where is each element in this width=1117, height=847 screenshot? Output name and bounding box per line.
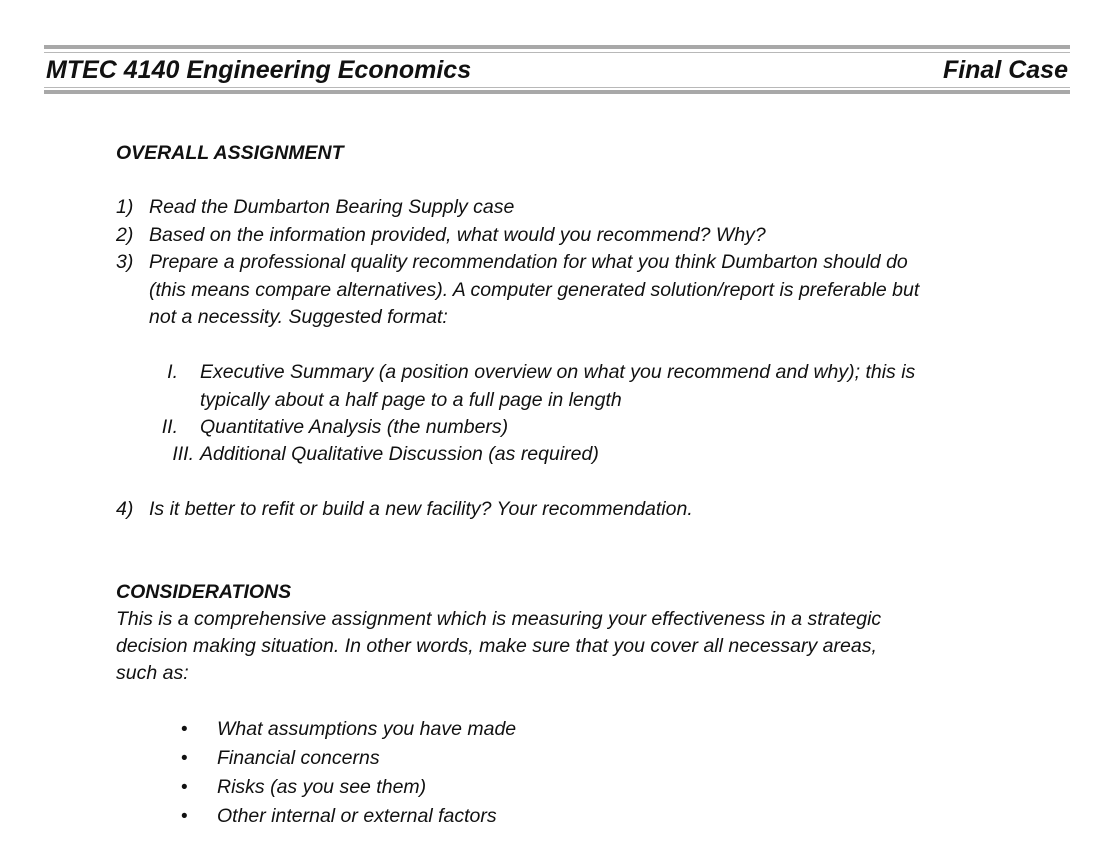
bullet-text: What assumptions you have made: [217, 718, 517, 740]
roman-numeral: II.: [161, 416, 178, 438]
bullet-text: Financial concerns: [217, 747, 380, 769]
header-rule-bottom-thick: [44, 90, 1070, 94]
item-number: 2): [116, 224, 134, 246]
bullet-icon: •: [181, 748, 188, 769]
overall-assignment-heading: OVERALL ASSIGNMENT: [116, 142, 344, 164]
course-title: MTEC 4140 Engineering Economics: [46, 56, 472, 84]
item-text-line-2: (this means compare alternatives). A computer generated solution/report is preferable but: [149, 279, 920, 301]
item-number: 1): [116, 196, 134, 218]
roman-numeral: I.: [167, 361, 178, 383]
item-number: 4): [116, 498, 134, 520]
bullet-text: Risks (as you see them): [217, 776, 427, 798]
format-text: Additional Qualitative Discussion (as required): [200, 443, 599, 465]
item-text: Read the Dumbarton Bearing Supply case: [149, 196, 515, 218]
considerations-paragraph-line-3: such as:: [116, 662, 189, 684]
format-text-line-2: typically about a half page to a full page in length: [200, 389, 622, 411]
considerations-paragraph-line-1: This is a comprehensive assignment which is measuring your effectiveness in a strategic: [116, 608, 882, 630]
header-rule-top-thin: [44, 52, 1070, 53]
header-rule-top-thick: [44, 45, 1070, 49]
item-text-line-3: not a necessity. Suggested format:: [149, 306, 448, 328]
bullet-text: Other internal or external factors: [217, 805, 497, 827]
considerations-heading: CONSIDERATIONS: [116, 581, 292, 603]
bullet-icon: •: [181, 777, 188, 798]
considerations-paragraph-line-2: decision making situation. In other words, make sure that you cover all necessary areas,: [116, 635, 877, 657]
format-text: Quantitative Analysis (the numbers): [200, 416, 509, 438]
roman-numeral: III.: [172, 443, 194, 465]
item-text-line-1: Prepare a professional quality recommendation for what you think Dumbarton should do: [149, 251, 908, 273]
item-text: Based on the information provided, what would you recommend? Why?: [149, 224, 766, 246]
header-rule-bottom-thin: [44, 87, 1070, 88]
bullet-icon: •: [181, 806, 188, 827]
document-type: Final Case: [942, 56, 1068, 84]
format-text-line-1: Executive Summary (a position overview on what you recommend and why); this is: [200, 361, 916, 383]
item-number: 3): [116, 251, 134, 273]
bullet-icon: •: [181, 719, 188, 740]
item-text: Is it better to refit or build a new facility? Your recommendation.: [149, 498, 693, 520]
